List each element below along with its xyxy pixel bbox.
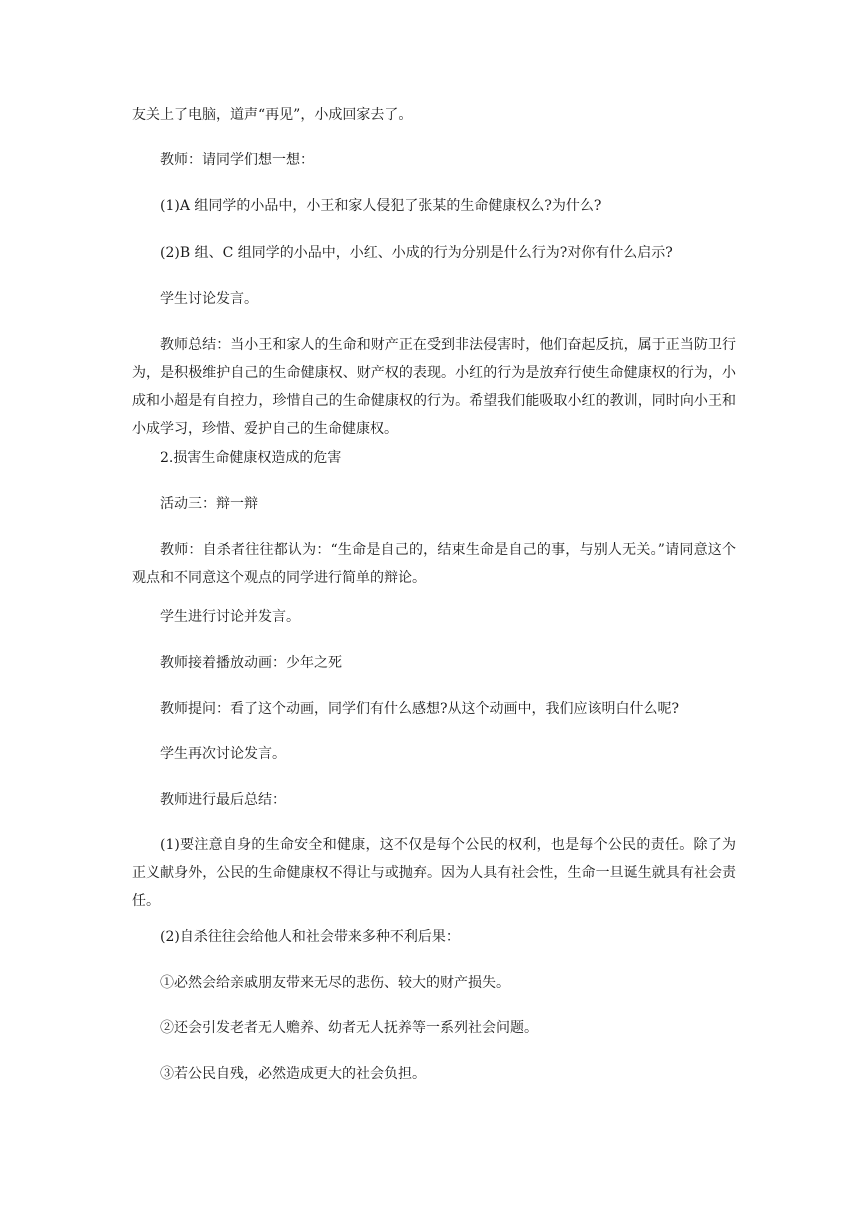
paragraph-student-discussion-again: 学生再次讨论发言。 — [160, 746, 286, 762]
paragraph-activity-title: 活动三：辩一辩 — [160, 496, 258, 512]
paragraph-final-summary-intro: 教师进行最后总结： — [160, 792, 286, 808]
section-heading: 2.损害生命健康权造成的危害 — [160, 450, 342, 466]
list-item-consequence-2: ②还会引发老者无人赡养、幼者无人抚养等一系列社会问题。 — [160, 1020, 538, 1036]
paragraph-summary-point-2: (2)自杀往往会给他人和社会带来多种不利后果： — [160, 929, 460, 945]
paragraph-teacher-summary: 教师总结：当小王和家人的生命和财产正在受到非法侵害时，他们奋起反抗，属于正当防卫行为，是积极维护自己的生命健康权、财产权的表现。小红的行为是放弃行使生命健康权的行为，小成和小超是有自控力，珍惜自己的生命健康权的行为。希望我们能吸取小红的教训，同时向小王和小成学习，珍惜、爱护自己的生命健康权。 — [132, 337, 736, 437]
paragraph-student-response: 学生进行讨论并发言。 — [160, 609, 300, 625]
paragraph-teacher-prompt: 教师：请同学们想一想： — [160, 152, 314, 168]
list-item-consequence-1: ①必然会给亲戚朋友带来无尽的悲伤、较大的财产损失。 — [160, 975, 510, 991]
list-item-consequence-3: ③若公民自残，必然造成更大的社会负担。 — [160, 1066, 426, 1082]
paragraph-animation: 教师接着播放动画：少年之死 — [160, 655, 342, 671]
paragraph-question-2: (2)B 组、C 组同学的小品中，小红、小成的行为分别是什么行为?对你有什么启示? — [160, 245, 673, 261]
paragraph-summary-point-1: (1)要注意自身的生命安全和健康，这不仅是每个公民的权利，也是每个公民的责任。除了为正义献身外，公民的生命健康权不得让与或抛弃。因为人具有社会性，生命一旦诞生就具有社会责任。 — [132, 837, 736, 909]
paragraph-continuation: 友关上了电脑，道声“再见”，小成回家去了。 — [132, 107, 413, 123]
paragraph-teacher-question: 教师提问：看了这个动画，同学们有什么感想?从这个动画中，我们应该明白什么呢? — [160, 701, 680, 717]
paragraph-debate-prompt: 教师：自杀者往往都认为：“生命是自己的，结束生命是自己的事，与别人无关。”请同意这个观点和不同意这个观点的同学进行简单的辩论。 — [132, 542, 736, 586]
paragraph-question-1: (1)A 组同学的小品中，小王和家人侵犯了张某的生命健康权么?为什么? — [160, 198, 602, 214]
paragraph-student-discussion: 学生讨论发言。 — [160, 291, 258, 307]
